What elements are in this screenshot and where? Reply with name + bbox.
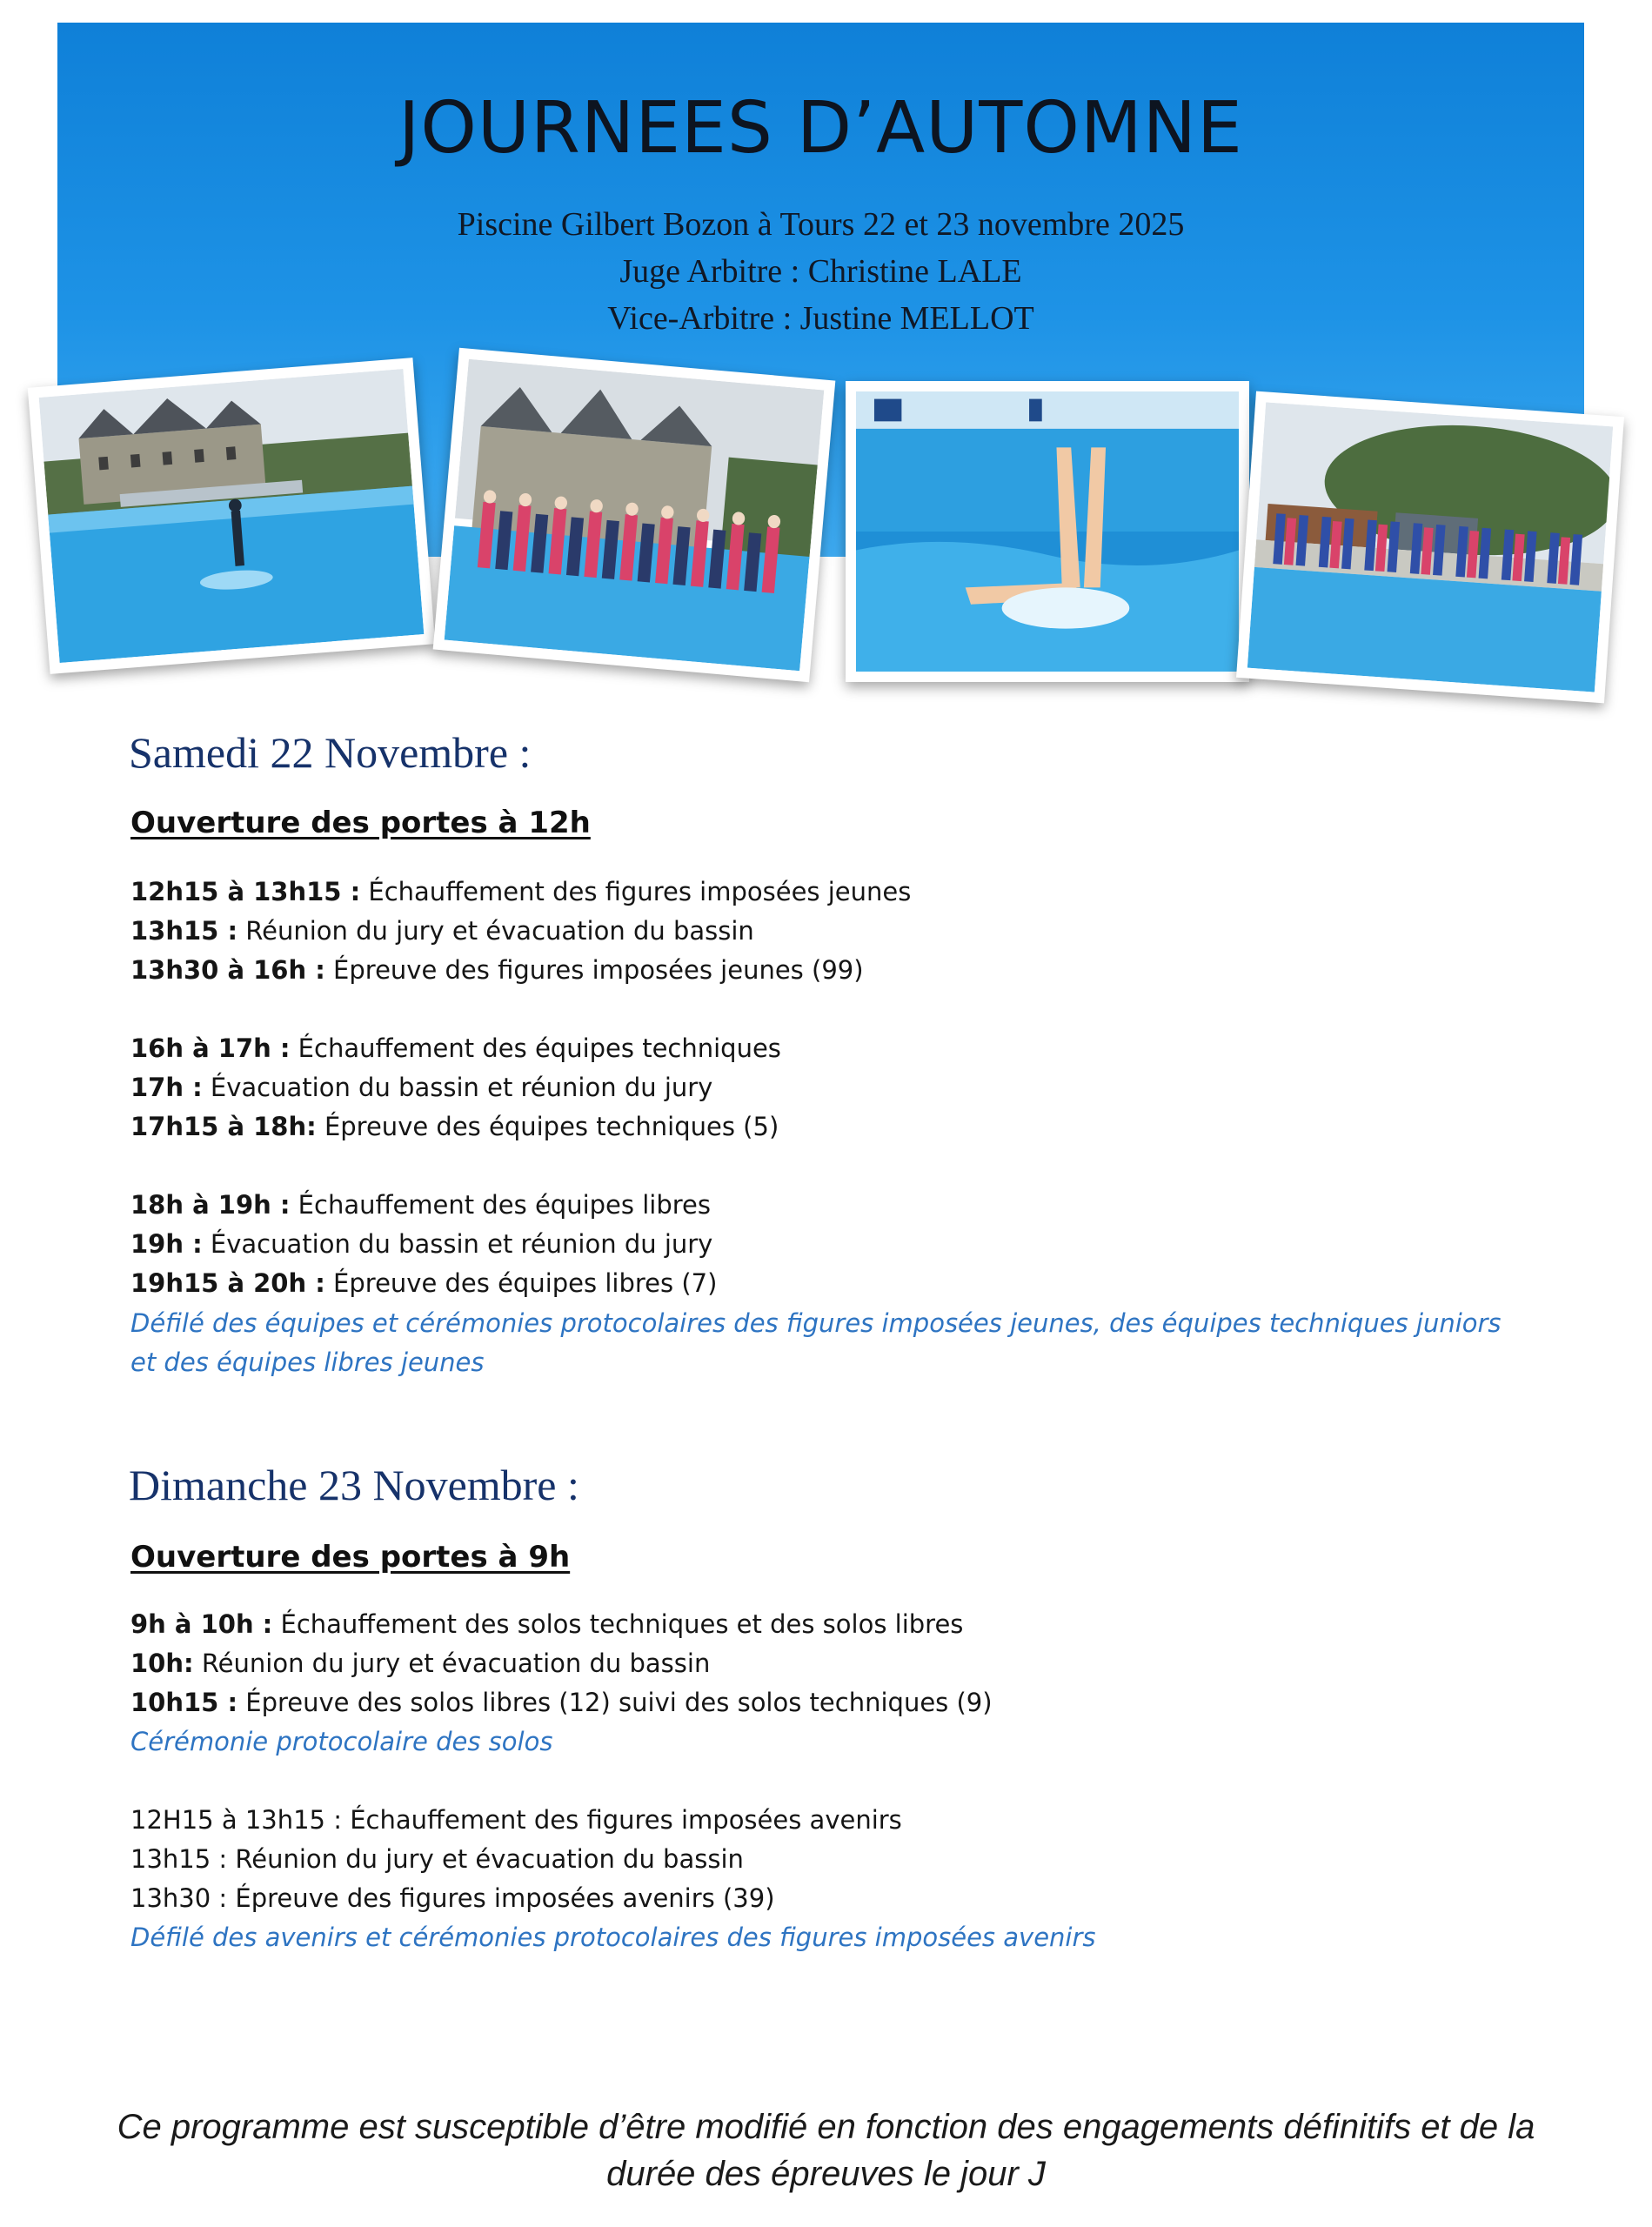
disclaimer-line-1: Ce programme est susceptible d’être modifié en fonction des engagements définitifs et de la [117,2108,1535,2146]
photo-swimmer-legs [846,381,1249,682]
judge-line: Juge Arbitre : Christine LALE [619,253,1022,290]
group-pool-picture [1247,402,1613,692]
saturday-doors-opening: Ouverture des portes à 12h [130,806,591,840]
schedule-time: 17h15 à 18h: [130,1112,317,1141]
schedule-time: 13h15 : [130,916,238,946]
schedule-item [130,1609,963,1639]
schedule-item [130,877,911,906]
ceremony-note: Défilé des avenirs et cérémonies protocolaires des figures imposées avenirs [130,1923,1096,1952]
schedule-time: 12h15 à 13h15 : [130,877,361,906]
schedule-activity: Évacuation du bassin et réunion du jury [202,1229,713,1259]
sunday-doors-opening: Ouverture des portes à 9h [130,1540,571,1575]
venue-line: Piscine Gilbert Bozon à Tours 22 et 23 novembre 2025 [457,206,1185,243]
schedule-item [130,1112,779,1141]
schedule-item [130,1268,717,1298]
schedule-activity: Réunion du jury et évacuation du bassin [237,916,754,946]
saturday-heading: Samedi 22 Novembre : [129,728,532,777]
photo-chateau-pool [28,358,436,674]
schedule-time: 10h: [130,1649,194,1678]
schedule-item [130,916,754,946]
sunday-heading: Dimanche 23 Novembre : [129,1461,579,1509]
schedule-activity: Échauffement des équipes techniques [290,1033,781,1063]
schedule-time: 19h : [130,1229,203,1259]
schedule-time: 16h à 17h : [130,1033,291,1063]
photo-group-pool [1236,391,1624,704]
schedule-time: 10h15 : [130,1688,238,1717]
disclaimer-line-2: durée des épreuves le jour J [606,2155,1046,2193]
schedule-time: 17h : [130,1073,203,1102]
ceremony-note: et des équipes libres jeunes [130,1348,485,1377]
schedule-activity: Épreuve des solos libres (12) suivi des solos techniques (9) [237,1688,993,1717]
swimmer-legs-picture [856,391,1239,672]
chateau-pool-picture [39,369,425,663]
schedule-activity: Épreuve des équipes techniques (5) [316,1112,779,1141]
page-title: JOURNEES D’AUTOMNE [398,87,1243,170]
photo-group-chateau [433,348,836,683]
schedule-item [130,955,864,985]
schedule-time: 19h15 à 20h : [130,1268,325,1298]
schedule-item: 13h30 : Épreuve des figures imposées avenirs (39) [130,1883,775,1913]
schedule-activity: Épreuve des équipes libres (7) [324,1268,718,1298]
schedule-activity: Épreuve des figures imposées jeunes (99) [324,955,864,985]
schedule-time: 9h à 10h : [130,1609,273,1639]
schedule-item: 13h15 : Réunion du jury et évacuation du bassin [130,1844,744,1874]
disclaimer-note [0,2103,1652,2197]
schedule-activity: Échauffement des équipes libres [290,1190,711,1220]
schedule-item [130,1688,993,1717]
schedule-activity: Échauffement des solos techniques et des solos libres [272,1609,964,1639]
ceremony-note: Cérémonie protocolaire des solos [130,1727,553,1756]
schedule-item [130,1190,711,1220]
schedule-item [130,1033,781,1063]
schedule-activity: Échauffement des figures imposées jeunes [360,877,912,906]
schedule-item [130,1649,710,1678]
schedule-activity: Réunion du jury et évacuation du bassin [193,1649,711,1678]
schedule-time: 13h30 à 16h : [130,955,325,985]
vice-judge-line: Vice-Arbitre : Justine MELLOT [607,300,1034,337]
schedule-item [130,1073,712,1102]
schedule-activity: Évacuation du bassin et réunion du jury [202,1073,713,1102]
ceremony-note: Défilé des équipes et cérémonies protocolaires des figures imposées jeunes, des équipes techniques juniors [130,1308,1502,1338]
group-chateau-picture [445,359,825,672]
schedule-item: 12H15 à 13h15 : Échauffement des figures imposées avenirs [130,1805,902,1835]
schedule-item [130,1229,712,1259]
schedule-time: 18h à 19h : [130,1190,291,1220]
